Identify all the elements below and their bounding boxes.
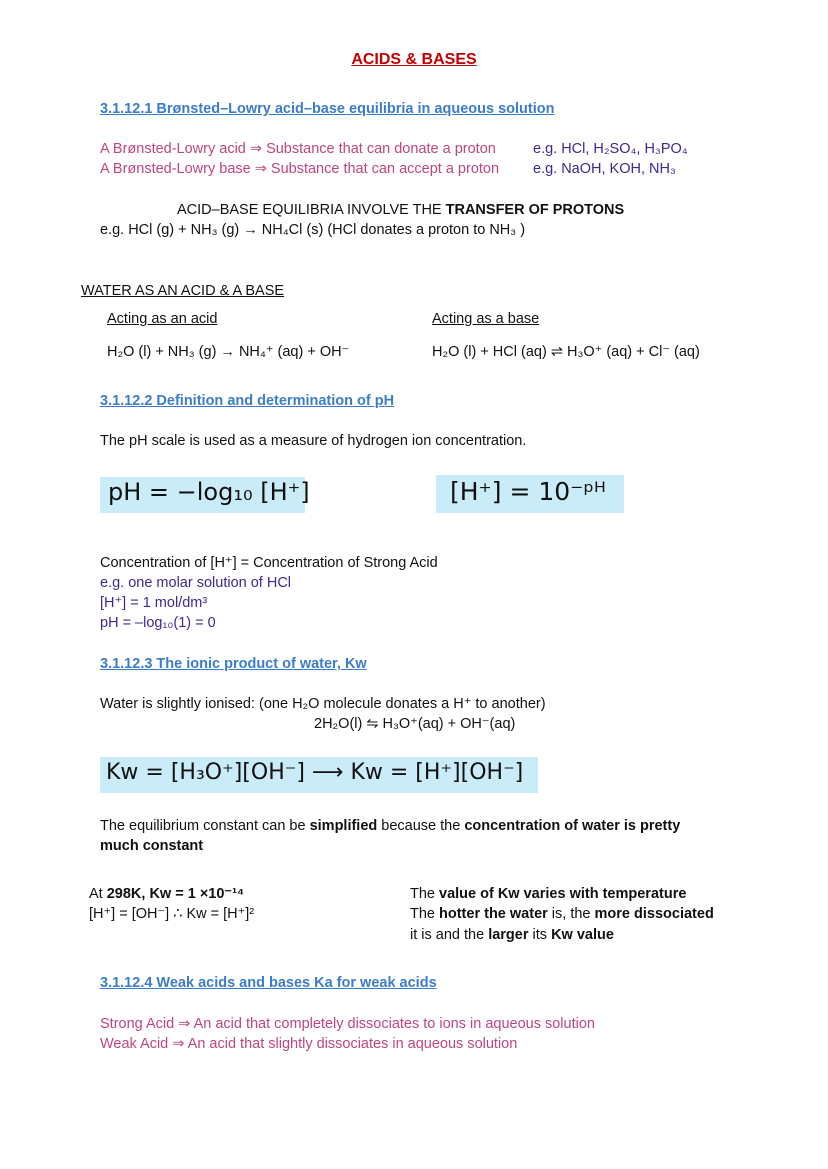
equilibria-statement: ACID–BASE EQUILIBRIA INVOLVE THE TRANSFER OF PROTONS — [177, 202, 625, 218]
acid-definition: A Brønsted-Lowry acid ⇒ Substance that can donate a proton — [100, 141, 496, 157]
ph-intro: The pH scale is used as a measure of hydrogen ion concentration. — [100, 433, 527, 449]
equilibrium-constant-line2: much constant — [100, 838, 204, 854]
weak-acid-definition: Weak Acid ⇒ An acid that slightly dissociates in aqueous solution — [100, 1036, 518, 1052]
h-value: [H⁺] = 1 mol/dm³ — [100, 595, 208, 611]
base-definition: A Brønsted-Lowry base ⇒ Substance that can accept a proton — [100, 161, 500, 177]
water-ionised: Water is slightly ionised: (one H₂O molecule donates a H⁺ to another) — [100, 696, 546, 712]
handwritten-ph-formula: pH = −log₁₀ [H⁺] — [108, 478, 310, 506]
handwritten-h-formula: [H⁺] = 10⁻ᵖᴴ — [450, 477, 606, 506]
kw-temperature-line2: The hotter the water is, the more dissociated — [410, 906, 714, 922]
ph-value: pH = –log₁₀(1) = 0 — [100, 615, 216, 631]
kw-temperature-line1: The value of Kw varies with temperature — [410, 886, 687, 902]
hcl-example: e.g. one molar solution of HCl — [100, 575, 292, 591]
water-ionisation-equation: 2H₂O(l) ⇋ H₃O⁺(aq) + OH⁻(aq) — [314, 716, 516, 732]
kw-value-at-298k: At 298K, Kw = 1 ×10⁻¹⁴ — [89, 886, 245, 902]
concentration-statement: Concentration of [H⁺] = Concentration of Strong Acid — [100, 555, 438, 571]
section-heading-weak-acids: 3.1.12.4 Weak acids and bases Ka for weak acids — [100, 975, 437, 991]
handwritten-kw-formula: Kw = [H₃O⁺][OH⁻] ⟶ Kw = [H⁺][OH⁻] — [106, 760, 524, 785]
base-label: Acting as a base — [432, 311, 540, 327]
acid-label: Acting as an acid — [107, 311, 218, 327]
water-base-equation: H₂O (l) + HCl (aq) ⇌ H₃O⁺ (aq) + Cl⁻ (aq) — [432, 344, 700, 360]
section-heading-bronsted: 3.1.12.1 Brønsted–Lowry acid–base equilibria in aqueous solution — [100, 101, 555, 117]
section-heading-ph: 3.1.12.2 Definition and determination of pH — [100, 393, 395, 409]
proton-transfer-example: e.g. HCl (g) + NH₃ (g) → NH₄Cl (s) (HCl donates a proton to NH₃ ) — [100, 222, 526, 238]
kw-temperature-line3: it is and the larger its Kw value — [410, 927, 614, 943]
page-title: ACIDS & BASES — [351, 51, 477, 68]
water-acid-equation: H₂O (l) + NH₃ (g) → NH₄⁺ (aq) + OH⁻ — [107, 344, 350, 360]
strong-acid-definition: Strong Acid ⇒ An acid that completely dissociates to ions in aqueous solution — [100, 1016, 595, 1032]
acid-examples: e.g. HCl, H₂SO₄, H₃PO₄ — [533, 141, 688, 157]
section-heading-kw: 3.1.12.3 The ionic product of water, Kw — [100, 656, 367, 672]
water-heading: WATER AS AN ACID & A BASE — [81, 283, 285, 299]
kw-relationship: [H⁺] = [OH⁻] ∴ Kw = [H⁺]² — [89, 906, 255, 922]
equilibrium-constant-line1: The equilibrium constant can be simplified because the concentration of water is pretty — [100, 818, 681, 834]
base-examples: e.g. NaOH, KOH, NH₃ — [533, 161, 676, 177]
